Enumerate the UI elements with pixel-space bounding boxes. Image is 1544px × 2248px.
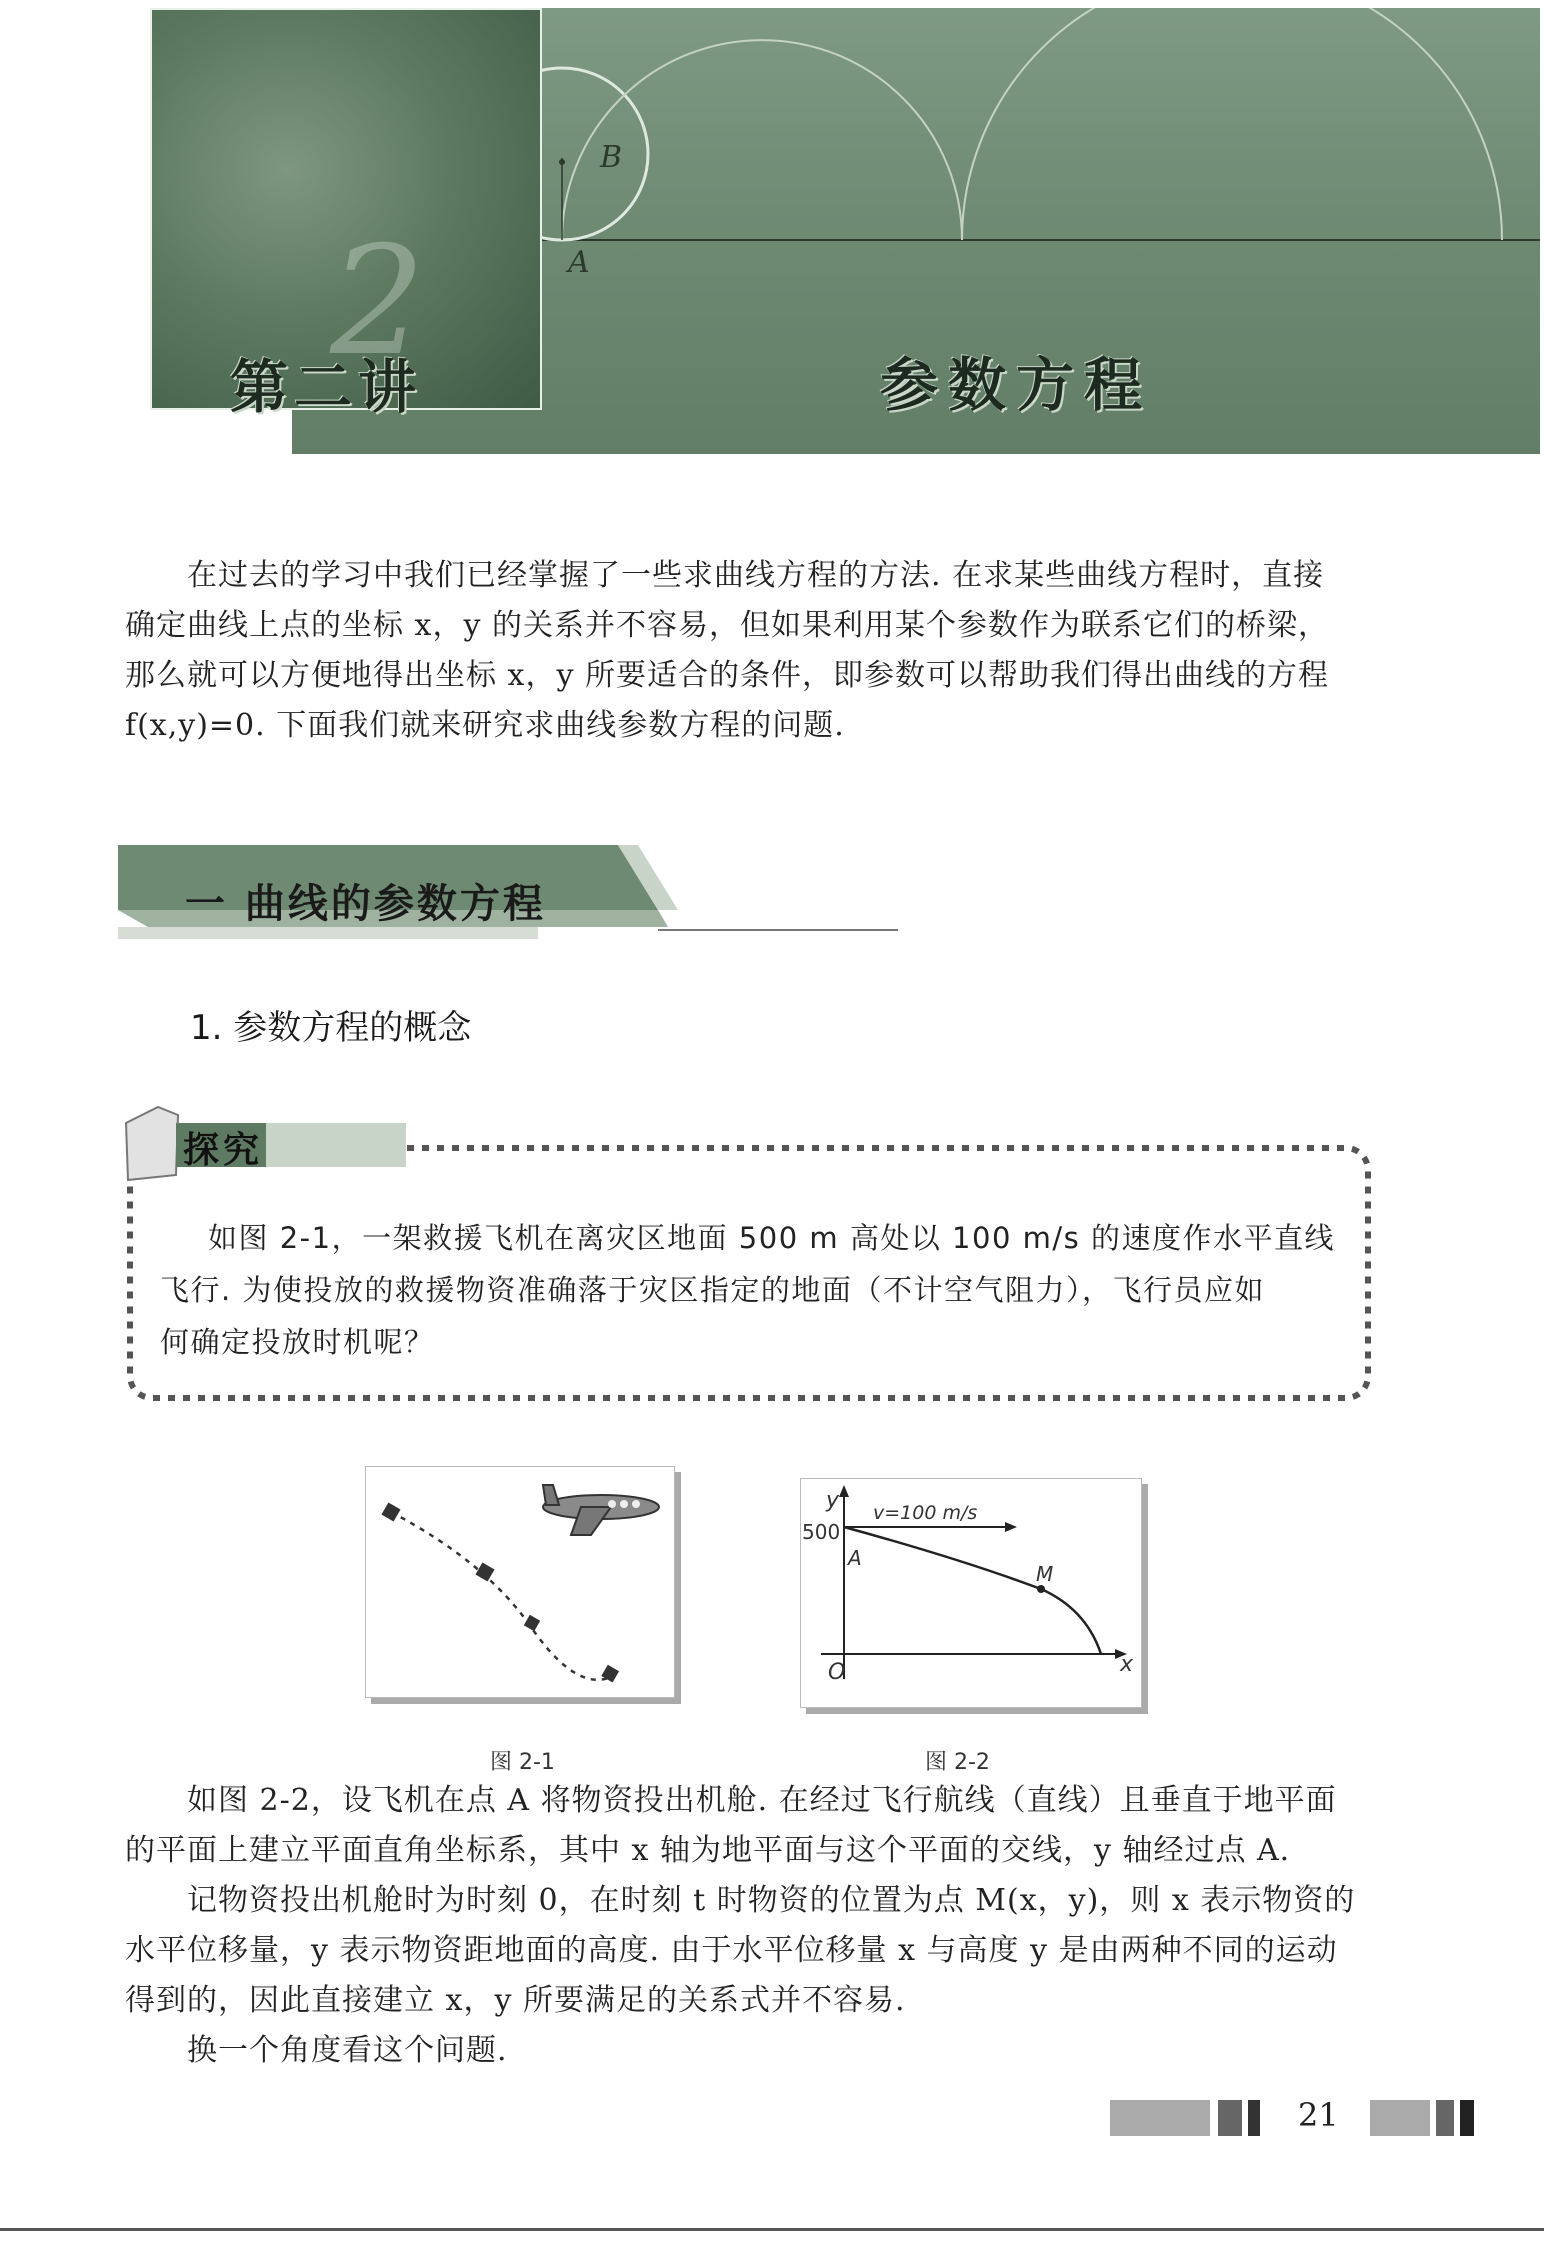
fig2-x-axis-label: x	[1120, 1652, 1134, 1677]
explore-label: 探究	[183, 1130, 264, 1171]
bottom-rule	[0, 2228, 1544, 2231]
fig2-velocity-label: v=100 m/s	[873, 1502, 978, 1524]
body-paragraph-3	[125, 2026, 1385, 2076]
lecture-label: 第二讲	[230, 353, 423, 421]
body-paragraph-1	[125, 1776, 1385, 1876]
airplane-icon	[543, 1485, 659, 1535]
page-number: 21	[1298, 2096, 1339, 2134]
section-title: 一 曲线的参数方程	[185, 881, 546, 927]
point-b-label: B	[600, 140, 623, 175]
chapter-title: 参数方程	[880, 351, 1153, 419]
page-footer-bars	[1110, 2095, 1480, 2145]
fig2-point-m-label: M	[1036, 1562, 1054, 1586]
figure-2-1	[365, 1466, 675, 1698]
body-p1-line-2: 的平面上建立平面直角坐标系，其中 x 轴为地平面与这个平面的交线，y 轴经过点 A.	[125, 1833, 1291, 1868]
supply-package-icon	[524, 1615, 540, 1631]
airdrop-illustration	[366, 1467, 674, 1697]
fig2-y-axis-label: y	[826, 1488, 840, 1513]
point-a-label: A	[568, 245, 590, 280]
explore-line-3: 何确定投放时机呢？	[160, 1325, 435, 1359]
fig2-y-tick-500: 500	[802, 1520, 841, 1544]
fig2-origin-label: O	[828, 1660, 846, 1685]
intro-line-1: 在过去的学习中我们已经掌握了一些求曲线方程的方法. 在求某些曲线方程时，直接	[187, 558, 1325, 593]
figure-2-1-caption: 图 2-1	[490, 1750, 555, 1775]
body-paragraph-2	[125, 1876, 1385, 2026]
figure-2-2-caption: 图 2-2	[925, 1750, 990, 1775]
body-p2-line-3: 得到的，因此直接建立 x，y 所要满足的关系式并不容易.	[125, 1983, 906, 2018]
supply-package-icon	[475, 1562, 494, 1581]
body-p1-line-1: 如图 2-2，设飞机在点 A 将物资投出机舱. 在经过飞行航线（直线）且垂直于地平面	[187, 1783, 1337, 1818]
explore-text	[160, 1212, 1350, 1368]
intro-line-2: 确定曲线上点的坐标 x，y 的关系并不容易，但如果利用某个参数作为联系它们的桥梁，	[125, 608, 1329, 643]
fig2-point-a-label: A	[848, 1546, 862, 1570]
body-p3-line-1: 换一个角度看这个问题.	[187, 2033, 508, 2068]
cycloid-decoration	[542, 8, 1540, 308]
supply-package-icon	[381, 1502, 400, 1521]
subheading: 1. 参数方程的概念	[190, 1008, 472, 1048]
explore-line-2: 飞行. 为使投放的救援物资准确落于灾区指定的地面（不计空气阻力），飞行员应如	[160, 1273, 1265, 1307]
intro-paragraph	[125, 551, 1385, 751]
explore-line-1: 如图 2-1，一架救援飞机在离灾区地面 500 m 高处以 100 m/s 的速度作水平直线	[208, 1221, 1335, 1255]
body-p2-line-1: 记物资投出机舱时为时刻 0，在时刻 t 时物资的位置为点 M(x，y)，则 x 表示物资的	[187, 1883, 1356, 1918]
explore-badge	[118, 1105, 418, 1185]
chapter-numeral: 2	[330, 215, 426, 389]
body-p2-line-2: 水平位移量，y 表示物资距地面的高度. 由于水平位移量 x 与高度 y 是由两种不同的运动	[125, 1933, 1338, 1968]
intro-line-3: 那么就可以方便地得出坐标 x，y 所要适合的条件，即参数可以帮助我们得出曲线的方程	[125, 658, 1329, 693]
intro-line-4: f(x,y)=0. 下面我们就来研究求曲线参数方程的问题.	[125, 708, 845, 743]
